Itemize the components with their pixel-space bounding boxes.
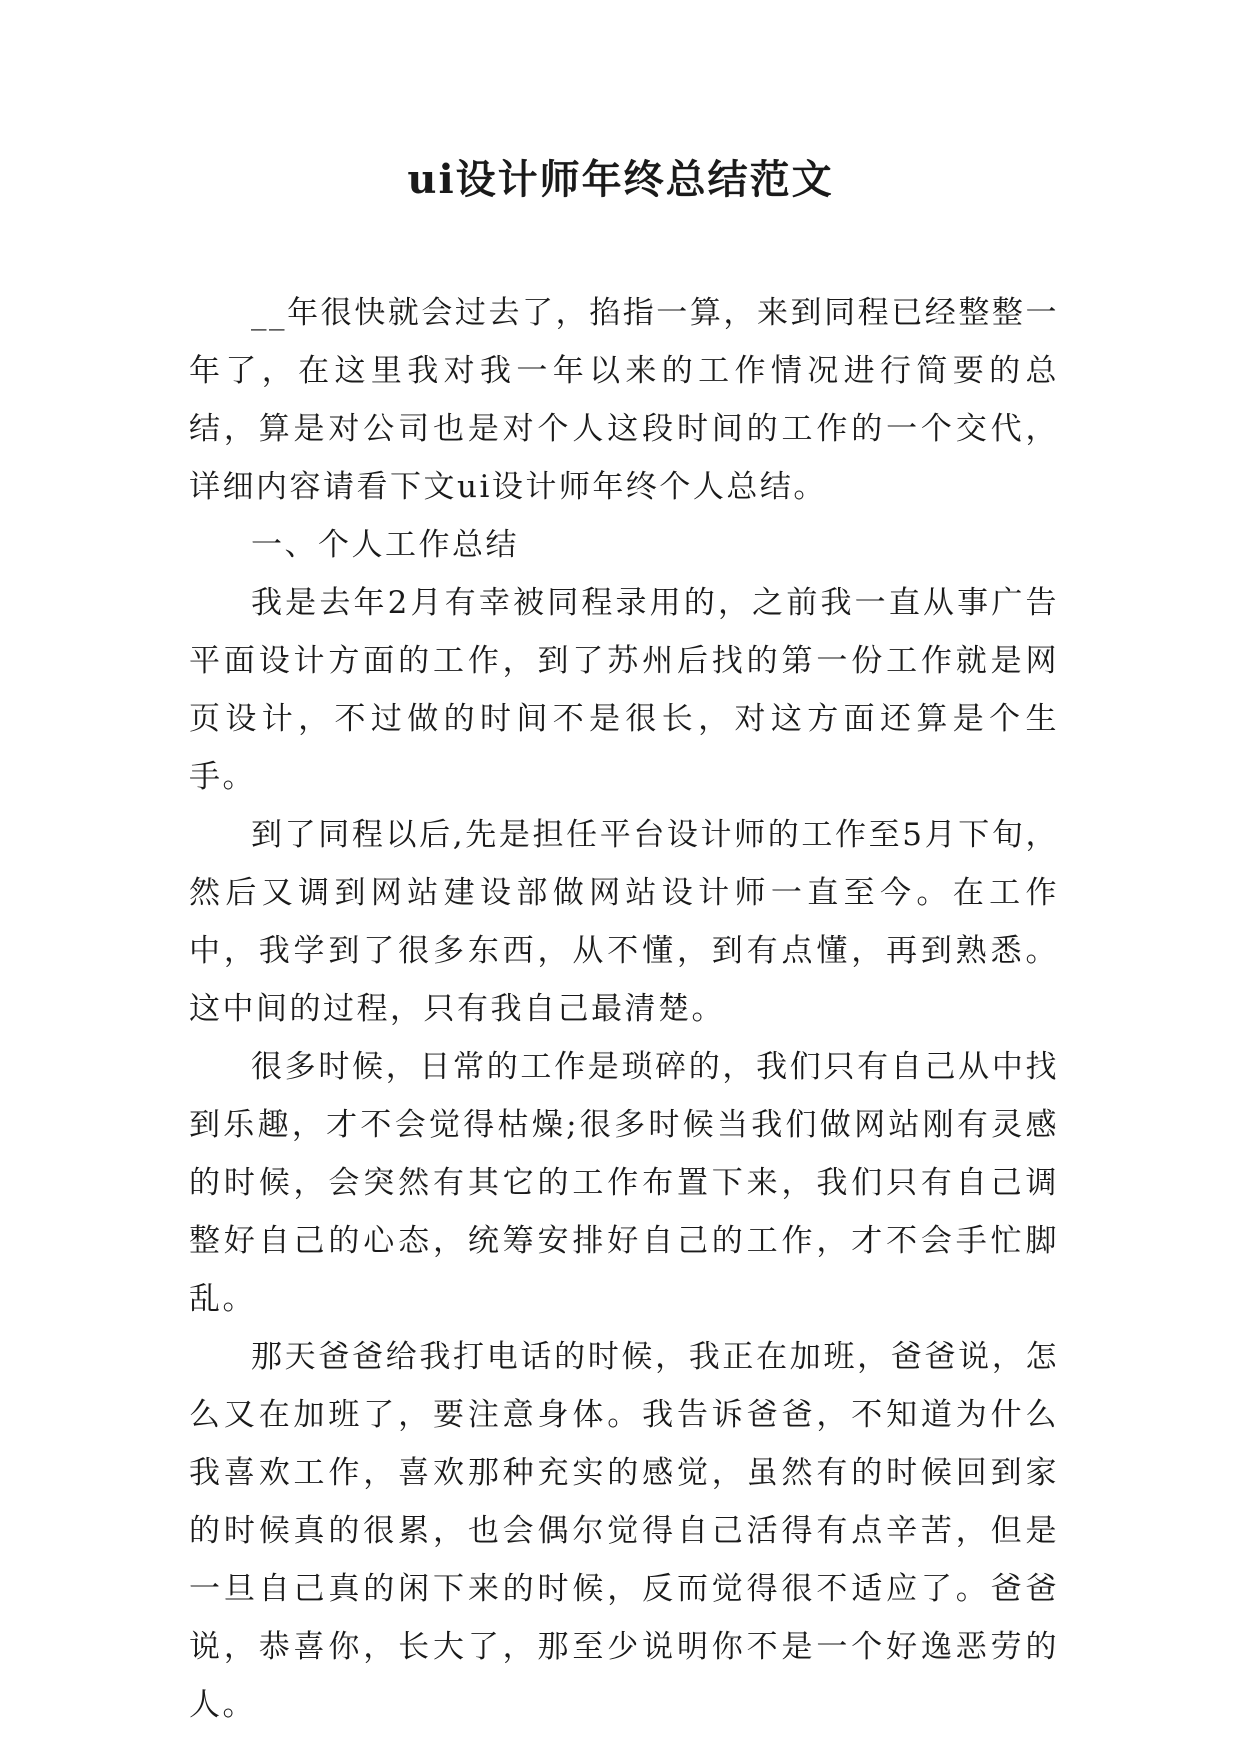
paragraph-career: 到了同程以后,先是担任平台设计师的工作至5月下旬，然后又调到网站建设部做网站设计师一直至今。在工作中，我学到了很多东西，从不懂，到有点懂，再到熟悉。这中间的过程，只有我自己最清楚。 xyxy=(189,817,1059,1027)
document-title: ui设计师年终总结范文 xyxy=(407,156,834,203)
paragraph-intro: __年很快就会过去了，掐指一算，来到同程已经整整一年了，在这里我对我一年以来的工作情况进行简要的总结，算是对公司也是对个人这段时间的工作的一个交代，详细内容请看下文ui设计师年终个人总结。 xyxy=(189,295,1059,505)
document-body xyxy=(189,284,1059,1734)
section-heading-personal-summary: 一、个人工作总结 xyxy=(251,527,519,563)
paragraph-background: 我是去年2月有幸被同程录用的，之前我一直从事广告平面设计方面的工作，到了苏州后找的第一份工作就是网页设计，不过做的时间不是很长，对这方面还算是个生手。 xyxy=(189,585,1059,795)
paragraph-father-call: 那天爸爸给我打电话的时候，我正在加班，爸爸说，怎么又在加班了，要注意身体。我告诉爸爸，不知道为什么我喜欢工作，喜欢那种充实的感觉，虽然有的时候回到家的时候真的很累，也会偶尔觉得自己活得有点辛苦，但是一旦自己真的闲下来的时候，反而觉得很不适应了。爸爸说，恭喜你，长大了，那至少说明你不是一个好逸恶劳的人。 xyxy=(189,1339,1059,1723)
paragraph-daily-work: 很多时候，日常的工作是琐碎的，我们只有自己从中找到乐趣，才不会觉得枯燥;很多时候当我们做网站刚有灵感的时候，会突然有其它的工作布置下来，我们只有自己调整好自己的心态，统筹安排好自己的工作，才不会手忙脚乱。 xyxy=(189,1049,1059,1317)
